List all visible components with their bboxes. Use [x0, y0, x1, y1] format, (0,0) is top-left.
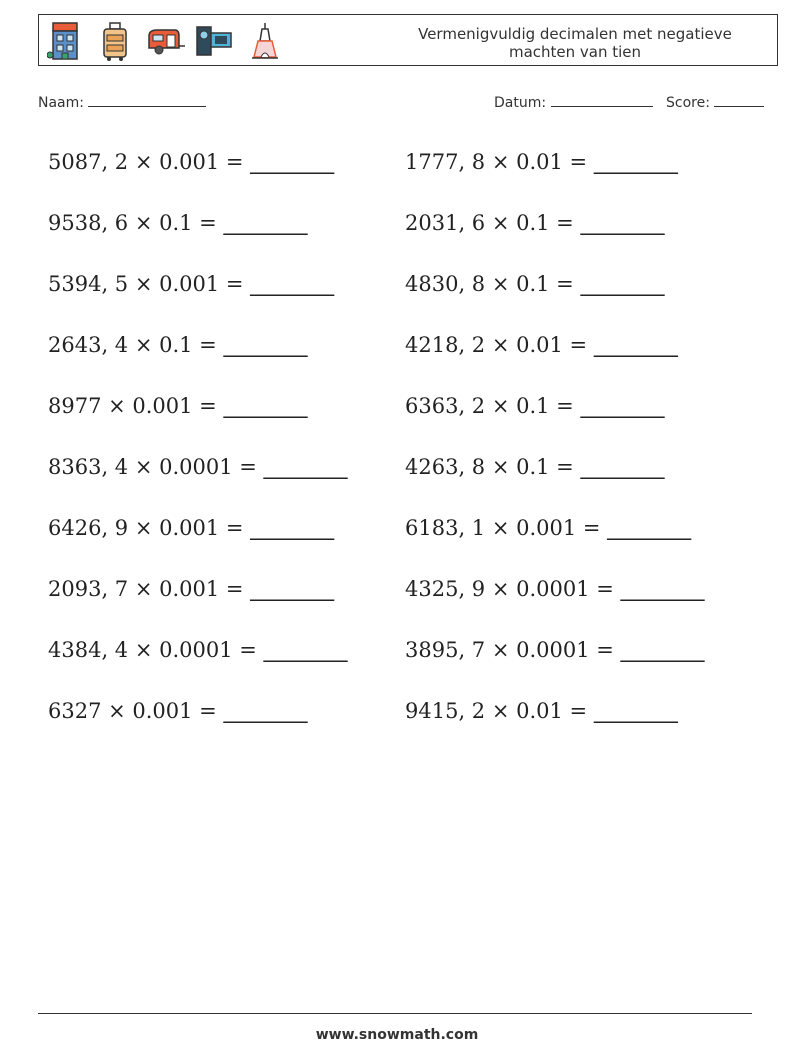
problem-expression: 4830, 8 × 0.1 =	[405, 272, 581, 296]
problem-expression: 1777, 8 × 0.01 =	[405, 150, 594, 174]
score-line[interactable]	[714, 94, 764, 107]
name-field[interactable]	[38, 94, 206, 111]
title-line-1: Vermenigvuldig decimalen met negatieve	[418, 25, 732, 43]
answer-blank[interactable]: ________	[620, 638, 705, 662]
building-icon	[45, 19, 85, 63]
name-line[interactable]	[88, 94, 206, 107]
problem-expression: 8977 × 0.001 =	[48, 394, 224, 418]
answer-blank[interactable]: ________	[223, 394, 308, 418]
answer-blank[interactable]: ________	[593, 150, 678, 174]
caravan-icon	[145, 19, 185, 63]
date-field[interactable]	[494, 94, 653, 111]
problem-9-left	[48, 638, 348, 662]
camcorder-icon	[195, 19, 235, 63]
footer-url: www.snowmath.com	[315, 1027, 479, 1043]
problem-10-right	[405, 699, 678, 723]
answer-blank[interactable]: ________	[223, 699, 308, 723]
problem-expression: 9415, 2 × 0.01 =	[405, 699, 594, 723]
answer-blank[interactable]: ________	[223, 333, 308, 357]
problem-4-left	[48, 333, 307, 357]
answer-blank[interactable]: ________	[263, 455, 348, 479]
problem-4-right	[405, 333, 678, 357]
answer-blank[interactable]: ________	[593, 699, 678, 723]
answer-blank[interactable]: ________	[223, 211, 308, 235]
problem-5-left	[48, 394, 307, 418]
problem-7-left	[48, 516, 334, 540]
problem-expression: 4325, 9 × 0.0001 =	[405, 577, 621, 601]
problem-3-left	[48, 272, 334, 296]
answer-blank[interactable]: ________	[580, 455, 665, 479]
problem-expression: 6426, 9 × 0.001 =	[48, 516, 251, 540]
problem-5-right	[405, 394, 664, 418]
problem-expression: 6183, 1 × 0.001 =	[405, 516, 608, 540]
problem-6-left	[48, 455, 348, 479]
answer-blank[interactable]: ________	[250, 272, 335, 296]
answer-blank[interactable]: ________	[250, 150, 335, 174]
answer-blank[interactable]: ________	[580, 394, 665, 418]
date-line[interactable]	[551, 94, 653, 107]
name-label: Naam:	[38, 95, 84, 111]
problem-expression: 9538, 6 × 0.1 =	[48, 211, 224, 235]
answer-blank[interactable]: ________	[263, 638, 348, 662]
problem-1-right	[405, 150, 678, 174]
title-line-2: machten van tien	[508, 43, 642, 61]
worksheet-title	[395, 25, 755, 61]
problem-10-left	[48, 699, 307, 723]
problem-8-left	[48, 577, 334, 601]
header-box	[38, 14, 778, 66]
problem-expression: 6327 × 0.001 =	[48, 699, 224, 723]
problem-2-left	[48, 211, 307, 235]
problem-expression: 4263, 8 × 0.1 =	[405, 455, 581, 479]
problem-1-left	[48, 150, 334, 174]
problem-9-right	[405, 638, 705, 662]
date-label: Datum:	[494, 95, 547, 111]
problem-2-right	[405, 211, 664, 235]
answer-blank[interactable]: ________	[620, 577, 705, 601]
problem-expression: 2093, 7 × 0.001 =	[48, 577, 251, 601]
answer-blank[interactable]: ________	[250, 577, 335, 601]
problem-expression: 5394, 5 × 0.001 =	[48, 272, 251, 296]
score-label: Score:	[666, 95, 710, 111]
answer-blank[interactable]: ________	[593, 333, 678, 357]
problem-expression: 4384, 4 × 0.0001 =	[48, 638, 264, 662]
problem-7-right	[405, 516, 691, 540]
problem-expression: 5087, 2 × 0.001 =	[48, 150, 251, 174]
problem-expression: 4218, 2 × 0.01 =	[405, 333, 594, 357]
problem-expression: 8363, 4 × 0.0001 =	[48, 455, 264, 479]
problem-expression: 6363, 2 × 0.1 =	[405, 394, 581, 418]
problem-3-right	[405, 272, 664, 296]
answer-blank[interactable]: ________	[250, 516, 335, 540]
score-field[interactable]	[666, 94, 764, 111]
problem-expression: 2031, 6 × 0.1 =	[405, 211, 581, 235]
problem-8-right	[405, 577, 705, 601]
problem-expression: 2643, 4 × 0.1 =	[48, 333, 224, 357]
suitcase-icon	[95, 19, 135, 63]
answer-blank[interactable]: ________	[607, 516, 692, 540]
answer-blank[interactable]: ________	[580, 272, 665, 296]
footer-divider	[38, 1013, 752, 1014]
problem-expression: 3895, 7 × 0.0001 =	[405, 638, 621, 662]
answer-blank[interactable]: ________	[580, 211, 665, 235]
problem-6-right	[405, 455, 664, 479]
eiffel-tower-icon	[245, 19, 285, 63]
header-icons	[45, 19, 285, 63]
